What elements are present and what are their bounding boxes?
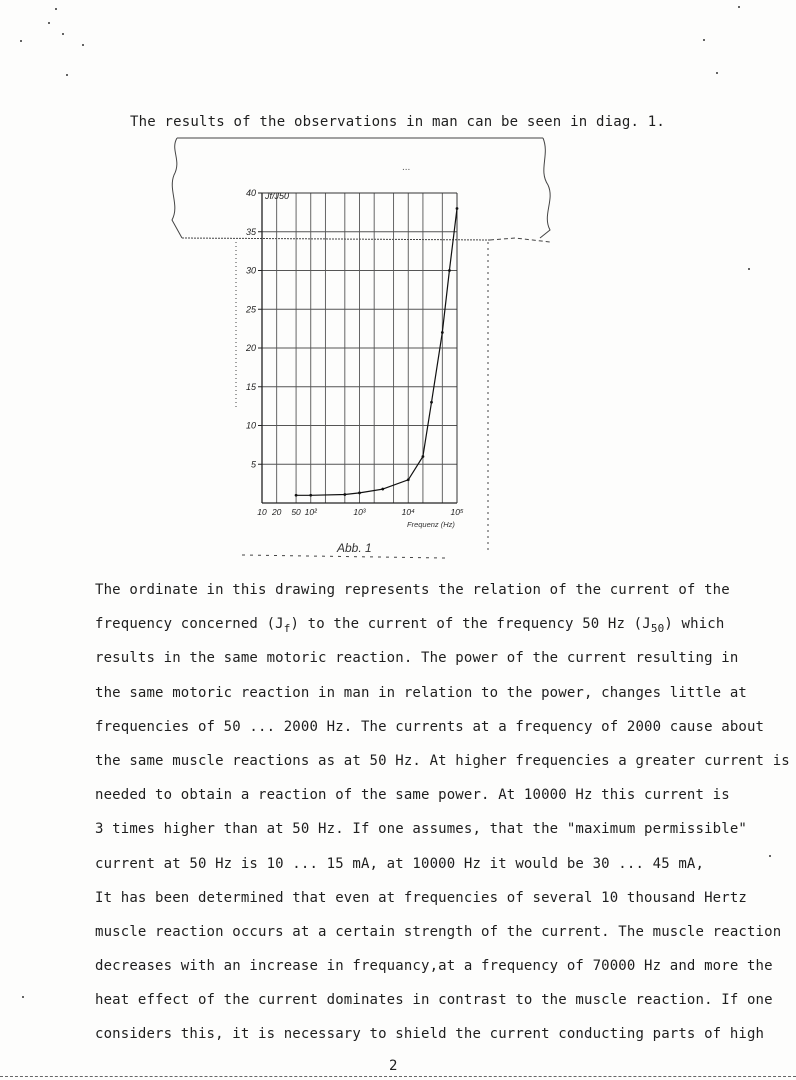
y-tick-label: 5 <box>250 459 256 470</box>
data-point <box>295 494 298 497</box>
data-point <box>381 488 384 491</box>
y-tick-label: 20 <box>245 343 256 353</box>
scan-speck <box>716 72 718 74</box>
data-point <box>422 455 425 458</box>
scan-speck <box>62 33 64 35</box>
frequency-chart <box>160 130 580 570</box>
paragraph-line <box>95 821 785 855</box>
data-point <box>309 494 312 497</box>
intro-sentence: The results of the observations in man can be seen in diag. 1. <box>130 114 665 130</box>
data-point <box>407 478 410 481</box>
line-text: heat effect of the current dominates in contrast to the muscle reaction. If one <box>95 992 773 1009</box>
y-tick-label: 10 <box>245 420 256 431</box>
line-text: decreases with an increase in frequancy,at a frequency of 70000 Hz and more the <box>95 958 773 975</box>
series-curve <box>296 209 457 496</box>
x-tick-label: 10⁵ <box>450 507 464 517</box>
line-text: the same muscle reactions as at 50 Hz. At higher frequencies a greater current is <box>95 752 790 769</box>
subscript: 50 <box>650 621 665 635</box>
paragraph-line <box>95 685 785 719</box>
y-tick-label: 15 <box>245 381 256 392</box>
scan-speck <box>703 39 705 41</box>
paragraph-line <box>95 719 785 753</box>
paragraph-line <box>95 992 785 1026</box>
line-text: ) which <box>664 616 725 633</box>
line-text: ) to the current of the frequency 50 Hz (J <box>290 616 651 633</box>
line-text: considers this, it is necessary to shield the current conducting parts of high <box>95 1026 765 1043</box>
line-text: muscle reaction occurs at a certain strength of the current. The muscle reaction <box>95 923 782 940</box>
paragraph-line <box>95 958 785 992</box>
header-scribble: ... <box>402 162 411 173</box>
x-tick-label: 10³ <box>353 507 366 517</box>
scan-speck <box>748 268 750 270</box>
paragraph-line <box>95 752 790 787</box>
data-point <box>448 269 451 272</box>
paragraph-line <box>95 616 785 650</box>
line-text: frequencies of 50 ... 2000 Hz. The currents at a frequency of 2000 cause about <box>95 718 765 735</box>
x-tick-label: 10 <box>257 507 267 517</box>
x-axis-label: Frequenz (Hz) <box>407 520 455 529</box>
scan-speck <box>82 44 84 46</box>
y-tick-label: 25 <box>245 304 256 315</box>
data-point <box>441 331 444 334</box>
y-axis-label: Jf/J50 <box>265 191 290 201</box>
y-tick-label: 30 <box>245 265 256 276</box>
line-text: the same motoric reaction in man in relation to the power, changes little at <box>95 684 747 701</box>
paragraph-line <box>95 787 785 821</box>
x-tick-label: 20 <box>271 507 282 517</box>
paragraph-line <box>95 856 785 890</box>
paragraph-line <box>95 924 785 958</box>
line-text: It has been determined that even at frequencies of several 10 thousand Hertz <box>95 889 747 906</box>
y-tick-label: 40 <box>245 188 256 198</box>
data-point <box>358 492 361 495</box>
data-point <box>430 401 433 404</box>
y-tick-label: 35 <box>245 226 256 237</box>
paragraph-line <box>95 582 785 616</box>
chart-series <box>295 207 459 497</box>
bottom-edge-rule <box>0 1076 796 1077</box>
line-text: needed to obtain a reaction of the same power. At 10000 Hz this current is <box>95 787 730 804</box>
paragraph-line <box>95 650 785 684</box>
x-tick-label: 50 <box>291 507 301 517</box>
x-tick-label: 10² <box>304 507 317 517</box>
scan-speck <box>66 74 68 76</box>
scan-speck <box>55 8 57 10</box>
x-tick-label: 10⁴ <box>401 507 415 517</box>
scan-speck <box>48 22 50 24</box>
data-point <box>343 493 346 496</box>
paragraph-line <box>95 890 785 924</box>
line-text: 3 times higher than at 50 Hz. If one assumes, that the "maximum permissible" <box>95 821 747 838</box>
figure-caption: Abb. 1 <box>337 541 372 555</box>
page-number: 2 <box>389 1058 398 1074</box>
data-point <box>456 207 459 210</box>
scan-speck <box>738 6 740 8</box>
figure-abb-1 <box>160 130 580 570</box>
line-text: frequency concerned (J <box>95 616 284 633</box>
scan-speck <box>769 855 771 857</box>
line-text: current at 50 Hz is 10 ... 15 mA, at 10000 Hz it would be 30 ... 45 mA, <box>95 855 705 872</box>
paragraph-line <box>95 1026 785 1060</box>
scan-speck <box>20 40 22 42</box>
scan-speck <box>22 996 24 998</box>
chart-grid <box>262 193 457 503</box>
body-paragraph <box>95 582 790 1061</box>
line-text: results in the same motoric reaction. The power of the current resulting in <box>95 650 739 667</box>
line-text: The ordinate in this drawing represents the relation of the current of the <box>95 582 730 598</box>
subscript: f <box>283 621 291 635</box>
